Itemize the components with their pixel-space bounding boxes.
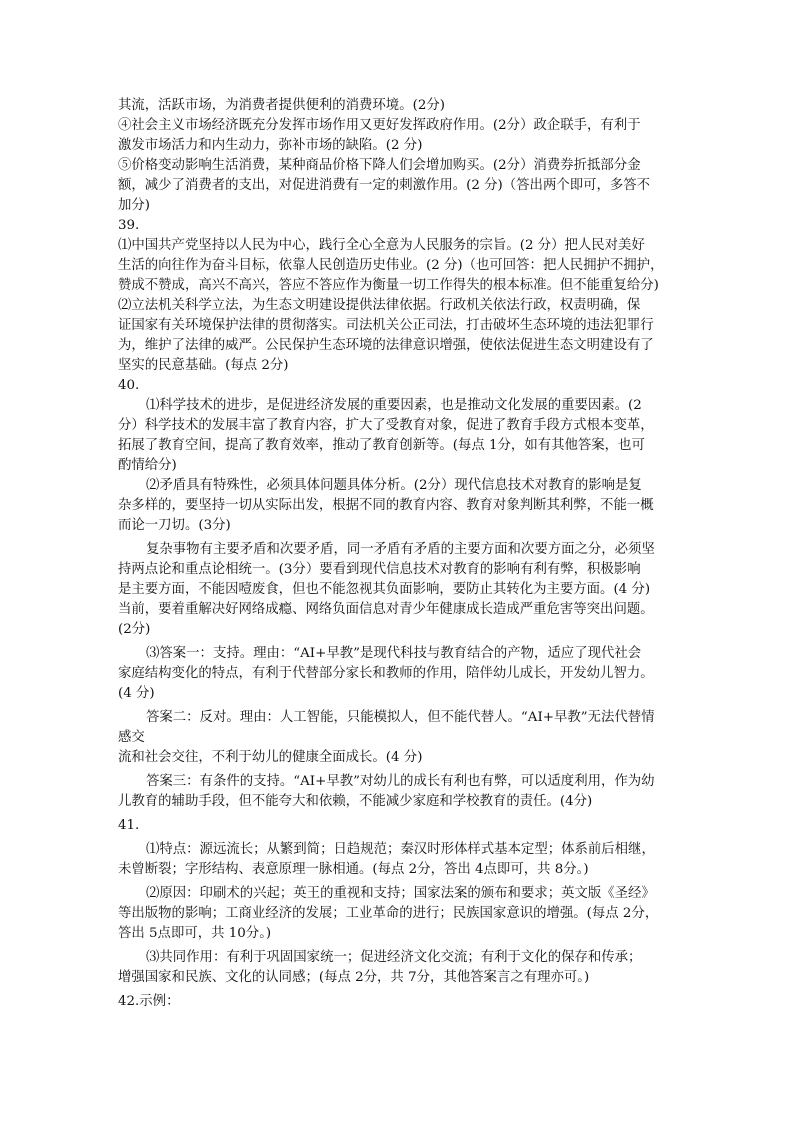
text-line: 拓展了教育空间，提高了教育效率，推动了教育创新等。(每点 1分，如有其他答案，也可: [118, 438, 645, 453]
text-line: 为，维护了法律的威严。公民保护生态环境的法律意识增强，使依法促进生态文明建设有了: [118, 338, 654, 353]
text-line: 答出 5点即可，共 10分。): [118, 926, 272, 941]
text-line: ⑴科学技术的进步，是促进经济发展的重要因素，也是推动文化发展的重要因素。(2: [146, 398, 642, 413]
text-line: 坚实的民意基础。(每点 2分): [118, 358, 289, 373]
text-line: ⑵原因：印刷术的兴起；英王的重视和支持；国家法案的颁布和要求；英文版《圣经》: [146, 886, 655, 901]
question-number: 40.: [118, 378, 140, 393]
text-line: ⑤价格变动影响生活消费，某种商品价格下降人们会增加购买。(2分）消费券折抵部分金: [118, 158, 641, 173]
text-line: ⑴中国共产党坚持以人民为中心，践行全心全意为人民服务的宗旨。(2 分）把人民对美好: [118, 238, 645, 253]
text-line: ⑵立法机关科学立法，为生态文明建设提供法律依据。行政机关依法行政，权责明确，保: [118, 298, 641, 313]
question-number: 42.示例：: [118, 994, 180, 1009]
text-line: 未曾断裂；字形结构、表意原理一脉相通。(每点 2分，答出 4点即可，共 8分。): [118, 862, 589, 877]
text-line: 答案二：反对。理由：人工智能，只能模拟人，但不能代替人。“AI+早教”无法代替情: [146, 710, 655, 725]
text-line: 复杂事物有主要矛盾和次要矛盾，同一矛盾有矛盾的主要方面和次要方面之分，必须坚: [146, 542, 655, 557]
text-line: ④社会主义市场经济既充分发挥市场作用又更好发挥政府作用。(2分）政企联手，有利于: [118, 118, 641, 133]
text-line: ⑵矛盾具有特殊性，必须具体问题具体分析。(2分）现代信息技术对教育的影响是复: [146, 478, 642, 493]
text-line: (4 分): [118, 686, 155, 701]
text-line: 等出版物的影响；工商业经济的发展；工业革命的进行；民族国家意识的增强。(每点 2分，: [118, 906, 659, 921]
text-line: 家庭结构变化的特点，有利于代替部分家长和教师的作用，陪伴幼儿成长，开发幼儿智力。: [118, 666, 654, 681]
text-line: ⑶答案一：支持。理由：“AI+早教”是现代科技与教育结合的产物，适应了现代社会: [146, 646, 642, 661]
text-line: 当前，要着重解决好网络成瘾、网络负面信息对青少年健康成长造成严重危害等突出问题。: [118, 602, 654, 617]
text-line: (2分): [118, 622, 151, 637]
text-line: 持两点论和重点论相统一。(3分）要看到现代信息技术对教育的影响有利有弊，积极影响: [118, 562, 641, 577]
text-line: 赞成不赞成，高兴不高兴，答应不答应作为衡量一切工作得失的根本标准。但不能重复给分): [118, 278, 659, 293]
question-number: 41.: [118, 818, 140, 833]
text-line: 其流，活跃市场，为消费者提供便利的消费环境。(2分): [118, 98, 445, 113]
text-line: ⑴特点：源远流长；从繁到简；日趋规范；秦汉时形体样式基本定型；体系前后相继，: [146, 842, 655, 857]
text-line: 分）科学技术的发展丰富了教育内容，扩大了受教育对象，促进了教育手段方式根本变革，: [118, 418, 654, 433]
text-line: 加分): [118, 198, 151, 213]
text-line: ⑶共同作用：有利于巩固国家统一；促进经济文化交流；有利于文化的保存和传承；: [146, 950, 642, 965]
text-line: 而论一刀切。(3分): [118, 518, 231, 533]
text-line: 增强国家和民族、文化的认同感；(每点 2分，共 7分，其他答案言之有理亦可。): [118, 970, 590, 985]
text-line: 感交: [118, 730, 145, 745]
text-line: 流和社会交往，不利于幼儿的健康全面成长。(4 分): [118, 750, 423, 765]
text-line: 酌情给分): [118, 458, 177, 473]
text-line: 生活的向往作为奋斗目标，依靠人民创造历史伟业。(2 分)（也可回答：把人民拥护不拥护，: [118, 258, 664, 273]
text-line: 杂多样的，要坚持一切从实际出发，根据不同的教育内容、教育对象判断其利弊，不能一概: [118, 498, 654, 513]
text-line: 儿教育的辅助手段，但不能夸大和依赖，不能减少家庭和学校教育的责任。(4分): [118, 794, 593, 809]
text-line: 答案三：有条件的支持。“AI+早教”对幼儿的成长有利也有弊，可以适度利用，作为幼: [146, 774, 655, 789]
text-line: 是主要方面，不能因噎废食，但也不能忽视其负面影响，要防止其转化为主要方面。(4 分): [118, 582, 651, 597]
question-number: 39.: [118, 218, 140, 233]
text-line: 额，减少了消费者的支出，对促进消费有一定的刺激作用。(2 分)（答出两个即可，多答不: [118, 178, 651, 193]
text-line: 激发市场活力和内生动力，弥补市场的缺陷。(2 分): [118, 138, 423, 153]
text-line: 证国家有关环境保护法律的贯彻落实。司法机关公正司法，打击破坏生态环境的违法犯罪行: [118, 318, 654, 333]
